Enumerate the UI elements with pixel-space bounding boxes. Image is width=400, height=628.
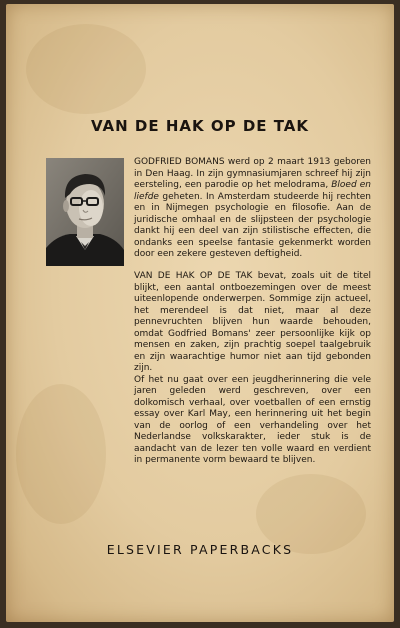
bio-text-1: GODFRIED BOMANS werd op 2 maart 1913 geboren in Den Haag. In zijn gymnasiumjaren schreef hij zijn eersteling, een parodie op het melodrama, bbox=[134, 157, 371, 190]
author-biography bbox=[134, 157, 371, 261]
book-title: VAN DE HAK OP DE TAK bbox=[90, 117, 310, 135]
paper-stain bbox=[16, 384, 106, 524]
bio-text-2: geheten. In Amsterdam studeerde hij rechten en in Nijmegen psychologie en filosofie. Aan de juridische omhaal en de slijpsteen der psychologie dankt hij een deel van zijn stilistische effecten, die ondanks een speelse fantasie gekenmerkt worden door een zekere gesteven deftigheid. bbox=[134, 191, 371, 259]
paper-stain bbox=[26, 24, 146, 114]
back-cover bbox=[6, 4, 394, 622]
bio-book-title: Bloed en liefde bbox=[134, 180, 371, 202]
book-description bbox=[134, 271, 371, 467]
description-paragraph-2: Of het nu gaat over een jeugdherinnering die vele jaren geleden werd geschreven, over een dolkomisch verhaal, over voetballen of een ernstig essay over Karl May, een herinnering uit het begin van de oorlog of een verhandeling over het Nederlandse volkskarakter, ieder stuk is de aandacht van de lezer ten volle waard en verdient in permanente vorm bewaard te blijven. bbox=[134, 374, 371, 465]
publisher-imprint: ELSEVIER PAPERBACKS bbox=[106, 542, 294, 557]
author-portrait bbox=[46, 158, 124, 266]
description-paragraph-1: VAN DE HAK OP DE TAK bevat, zoals uit de titel blijkt, een aantal ontboezemingen over de meest uiteenlopende onderwerpen. Sommige zijn actueel, het merendeel is dat niet, maar al deze pennevruchten blijven hun waarde behouden, omdat Godfried Bomans' zeer persoonlijke kijk op mensen en zaken, zijn prachtig soepel taalgebruik en zijn waarachtige humor niet aan tijd gebonden zijn. bbox=[134, 271, 371, 373]
author-portrait-image bbox=[46, 158, 124, 266]
